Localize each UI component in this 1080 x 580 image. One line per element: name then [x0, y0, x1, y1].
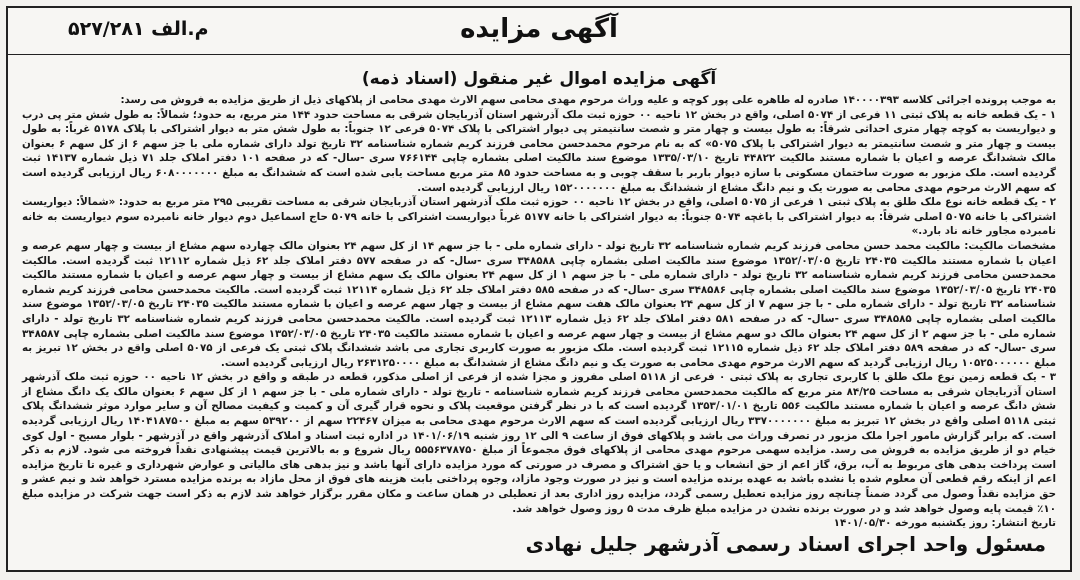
notice-body — [8, 93, 1070, 531]
paragraph-ownership: مشخصات مالکیت: مالکیت محمد حسن محامی فرزند کریم شماره شناسنامه ۳۲ تاریخ تولد - دارای شماره ملی - با جز سهم ۱۴ از کل سهم ۲۴ بعنوان مالک چهارده سهم مشاع از بیست و چهار سهم عرصه و اعیان با شماره مستند مالکیت ۲۴۰۳۵ تاریخ ۱۳۵۲/۰۳/۰۵ موضوع سند مالکیت اصلی بشماره چاپی ۳۴۸۵۸۸ سری -سال- که در صفحه ۵۷۷ دفتر املاک جلد ۶۲ ذیل شماره ۱۲۱۱۲ ثبت گردیده است. مالکیت محمدحسن محامی فرزند کریم شماره شناسنامه ۳۲ تاریخ تولد - دارای شماره ملی - با جز سهم ۱ از کل سهم ۲۴ بعنوان مالک یک سهم مشاع از بیست و چهار سهم عرصه و اعیان با شماره مستند مالکیت ۲۴۰۳۵ تاریخ ۱۳۵۲/۰۳/۰۵ موضوع سند مالکیت اصلی بشماره چاپی ۳۴۸۵۸۶ سری -سال- که در صفحه ۵۸۵ دفتر املاک جلد ۶۲ ذیل شماره ۱۲۱۱۴ ثبت گردیده است. مالکیت محمدحسن محامی فرزند کریم شماره شناسنامه ۳۲ تاریخ تولد - دارای شماره ملی - با جز سهم ۷ از کل سهم ۲۴ بعنوان مالک هفت سهم مشاع از بیست و چهار سهم عرصه و اعیان با شماره مستند مالکیت ۲۴۰۳۵ تاریخ ۱۳۵۲/۰۳/۰۵ موضوع سند مالکیت اصلی بشماره چاپی ۳۴۸۵۸۵ سری -سال- که در صفحه ۵۸۱ دفتر املاک جلد ۶۲ ذیل شماره ۱۲۱۱۳ ثبت گردیده است. مالکیت محمدحسن محامی فرزند کریم شماره شناسنامه ۳۲ تاریخ تولد - دارای شماره ملی - با جز سهم ۲ از کل سهم ۲۴ بعنوان مالک دو سهم مشاع از بیست و چهار سهم عرصه و اعیان با شماره مستند مالکیت ۲۴۰۳۵ تاریخ ۱۳۵۲/۰۳/۰۵ موضوع سند مالکیت اصلی بشماره چاپی ۳۴۸۵۸۷ سری -سال- که در صفحه ۵۸۹ دفتر املاک جلد ۶۲ ذیل شماره ۱۲۱۱۵ ثبت گردیده است. ملک مزبور به صورت کاربری تجاری می باشد ششدانگ پلاک ثبتی یک فرعی از ۵۰۷۵ اصلی واقع در بخش ۱۲ تبریز به مبلغ ۱۰۵۲۵۰۰۰۰۰۰ ریال ارزیابی گردید که سهم الارث مرحوم مهدی محامی به صورت یک و نیم دانگ مشاع از ششدانگ به مبلغ ۲۶۳۱۲۵۰۰۰۰ ریال ارزیابی گردیده است. — [22, 239, 1057, 369]
signature-line: مسئول واحد اجرای اسناد رسمی آذرشهر جلیل نهادی — [525, 532, 1046, 556]
paragraph-item-2: ۲ - یک قطعه خانه نوع ملک طلق به پلاک ثبتی ۱ فرعی از ۵۰۷۵ اصلی، واقع در بخش ۱۲ ناحیه ۰۰ حوزه ثبت ملک آذرشهر استان آذربایجان شرقی به مساحت تقریبی ۲۹۵ متر مربع به حدود: «شمالاً: دیواریست اشتراکی با خانه ۵۰۷۵ اصلی شرقاً: به دیوار اشتراکی با باغچه ۵۰۷۴ جنوباً: به دیوار اشتراکی با خانه ۵۱۷۷ غرباً دیواریست اشتراکی با خانه ۵۰۷۹ حاج اسماعیل دوم دیوار خانه نامبرده سوم دیواریست به خانه نامبرده مجاور خانه ناد بارد.» — [22, 196, 1056, 238]
notice-header — [8, 8, 1070, 55]
notice-subtitle: آگهی مزایده اموال غیر منقول (اسناد ذمه) — [361, 69, 717, 89]
paragraph-intro: به موجب پرونده اجرائی کلاسه ۱۴۰۰۰۰۳۹۳ صادره له طاهره علی پور کوچه و علیه وراث مرحوم مهدی محامی سهم الارث مهدی محامی از پلاکهای ذیل از طریق مزایده به فروش می رسد: — [120, 94, 1056, 106]
notice-title: آگهی مزایده — [460, 14, 618, 44]
notice-page — [6, 6, 1072, 572]
paragraph-item-3: ۳ - یک قطعه زمین نوع ملک طلق با کاربری تجاری به پلاک ثبتی ۰ فرعی از ۵۱۱۸ اصلی مفروز و مجزا شده از فرعی از اصلی مذکور، قطعه در طبقه و واقع در بخش ۱۲ ناحیه ۰۰ حوزه ثبت ملک آذرشهر استان آذربایجان شرقی به مساحت ۸۴/۲۵ متر مربع که مالکیت محمدحسن محامی فرزند کریم شماره شناسنامه - تاریخ تولد - دارای شماره ملی - با جز سهم ۱ از کل سهم ۶ بعنوان مالک یک دانگ مشاع از شش دانگ عرصه و اعیان با شماره مستند مالکیت ۵۵۶ تاریخ ۱۳۵۳/۰۱/۰۱ گردیده است که با در نظر گرفتن موقعیت پلاک و نحوه قرار گیری آن و کمیت و کیفیت مصالح آن و سایر موارد موثر ششدانگ پلاک ثبتی ۵۱۱۸ اصلی واقع در بخش ۱۲ تبریز به مبلغ ۳۳۷۰۰۰۰۰۰۰ ریال ارزیابی گردیده است که سهم الارث مرحوم مهدی محامی به میزان ۲۲۴۶۷ سهم از ۵۳۹۲۰۰ سهم به مبلغ ۱۴۰۴۱۸۷۵۰۰ ریال ارزیابی گردیده است. که برابر گزارش مامور اجرا ملک مزبور در تصرف وراث می باشد و پلاکهای فوق از ساعت ۹ الی ۱۲ روز شنبه ۱۴۰۱/۰۶/۱۹ در اداره ثبت اسناد و املاک آذرشهر واقع در آذرشهر - بلوار مسیح - اول کوی خیام دو از طریق مزایده به فروش می رسد. مزایده سهمی مرحوم مهدی محامی از پلاکهای فوق مجموعاً از مبلغ ۵۵۵۶۳۷۸۷۵۰ ریال شروع و به بالاترین قیمت پیشنهادی نقداً فروخته می شود. لازم به ذکر است پرداخت بدهی های مربوط به آب، برق، گاز اعم از حق انشعاب و یا حق اشتراک و مصرف در صورتی که مورد مزایده دارای آنها باشد و نیز بدهی های مالیاتی و عوارض شهرداری و غیره تا تاریخ مزایده اعم از اینکه رقم قطعی آن معلوم شده یا نشده باشد به عهده برنده مزایده است و نیز در صورت وجود مازاد، وجوه پرداختی بابت هزینه های فوق از محل مازاد به برنده مزایده مسترد خواهد شد و نیم عشر و حق مزایده نقداً وصول می گردد ضمناً چنانچه روز مزایده تعطیل رسمی گردد، مزایده روز اداری بعد از تعطیلی در همان ساعت و مکان مقرر برگزار خواهد شد لازم به ذکر است جهت شرکت در مزایده مبلغ ۱۰٪ قیمت پایه وصول خواهد شد و در صورت برنده نشدن در مزایده مبلغ ظرف مدت ۵ روز وصول خواهد شد. — [22, 371, 1057, 515]
paragraph-item-1: ۱ - یک قطعه خانه به پلاک ثبتی ۱۱ فرعی از ۵۰۷۴ اصلی، واقع در بخش ۱۲ ناحیه ۰۰ حوزه ثبت ملک آذرشهر استان آذربایجان شرقی به مساحت حدود ۱۴۴ متر مربع، به حدود؛ شمالاً: به طول شش متر پی درب و دیواریست به کوچه چهار متری احداثی شرقاً: به طول بیست و چهار متر و شصت سانتیمتر پی دیوار اشتراکی با پلاک ۵۰۷۴ فرعی ۱۲ جنوباً: به طول شش متر به دیوار اشتراکی با پلاک ۵۱۷۸ غرباً: به طول بیست و چهار متر و شصت سانتیمتر به دیوار اشتراکی با پلاک ۵۰۷۵» که به نام مرحوم محمدحسن محامی فرزند کریم شماره شناسنامه ۳۲ تاریخ تولد دارای شماره ملی با جز سهم ۶ از کل سهم ۶ بعنوان مالک ششدانگ عرصه و اعیان با شماره مستند مالکیت ۴۴۸۲۲ تاریخ ۱۳۳۵/۰۳/۱۰ موضوع سند مالکیت اصلی بشماره چاپی ۷۶۶۱۴۴ سری -سال- که در صفحه ۱۰۱ دفتر املاک جلد ۷۱ ذیل شماره ۱۴۱۳۷ ثبت گردیده است. ملک مزبور به صورت ساختمان مسکونی با سازه دیوار باربر با سقف چوبی و به مساحت حدود ۸۵ متر مربع مساحت یابی شده است که ششدانگ به مبلغ ۶۰۸۰۰۰۰۰۰۰ ریال ارزیابی گردیده است که سهم الارث مرحوم مهدی محامی به صورت یک و نیم دانگ مشاع از ششدانگ به مبلغ ۱۵۲۰۰۰۰۰۰۰ ریال ارزیابی گردیده است. — [22, 108, 1057, 194]
notice-code: م.الف ۵۲۷/۲۸۱ — [68, 18, 209, 40]
publication-date: تاریخ انتشار: روز یکشنبه مورخه ۱۴۰۱/۰۵/۳۰ — [833, 517, 1056, 530]
